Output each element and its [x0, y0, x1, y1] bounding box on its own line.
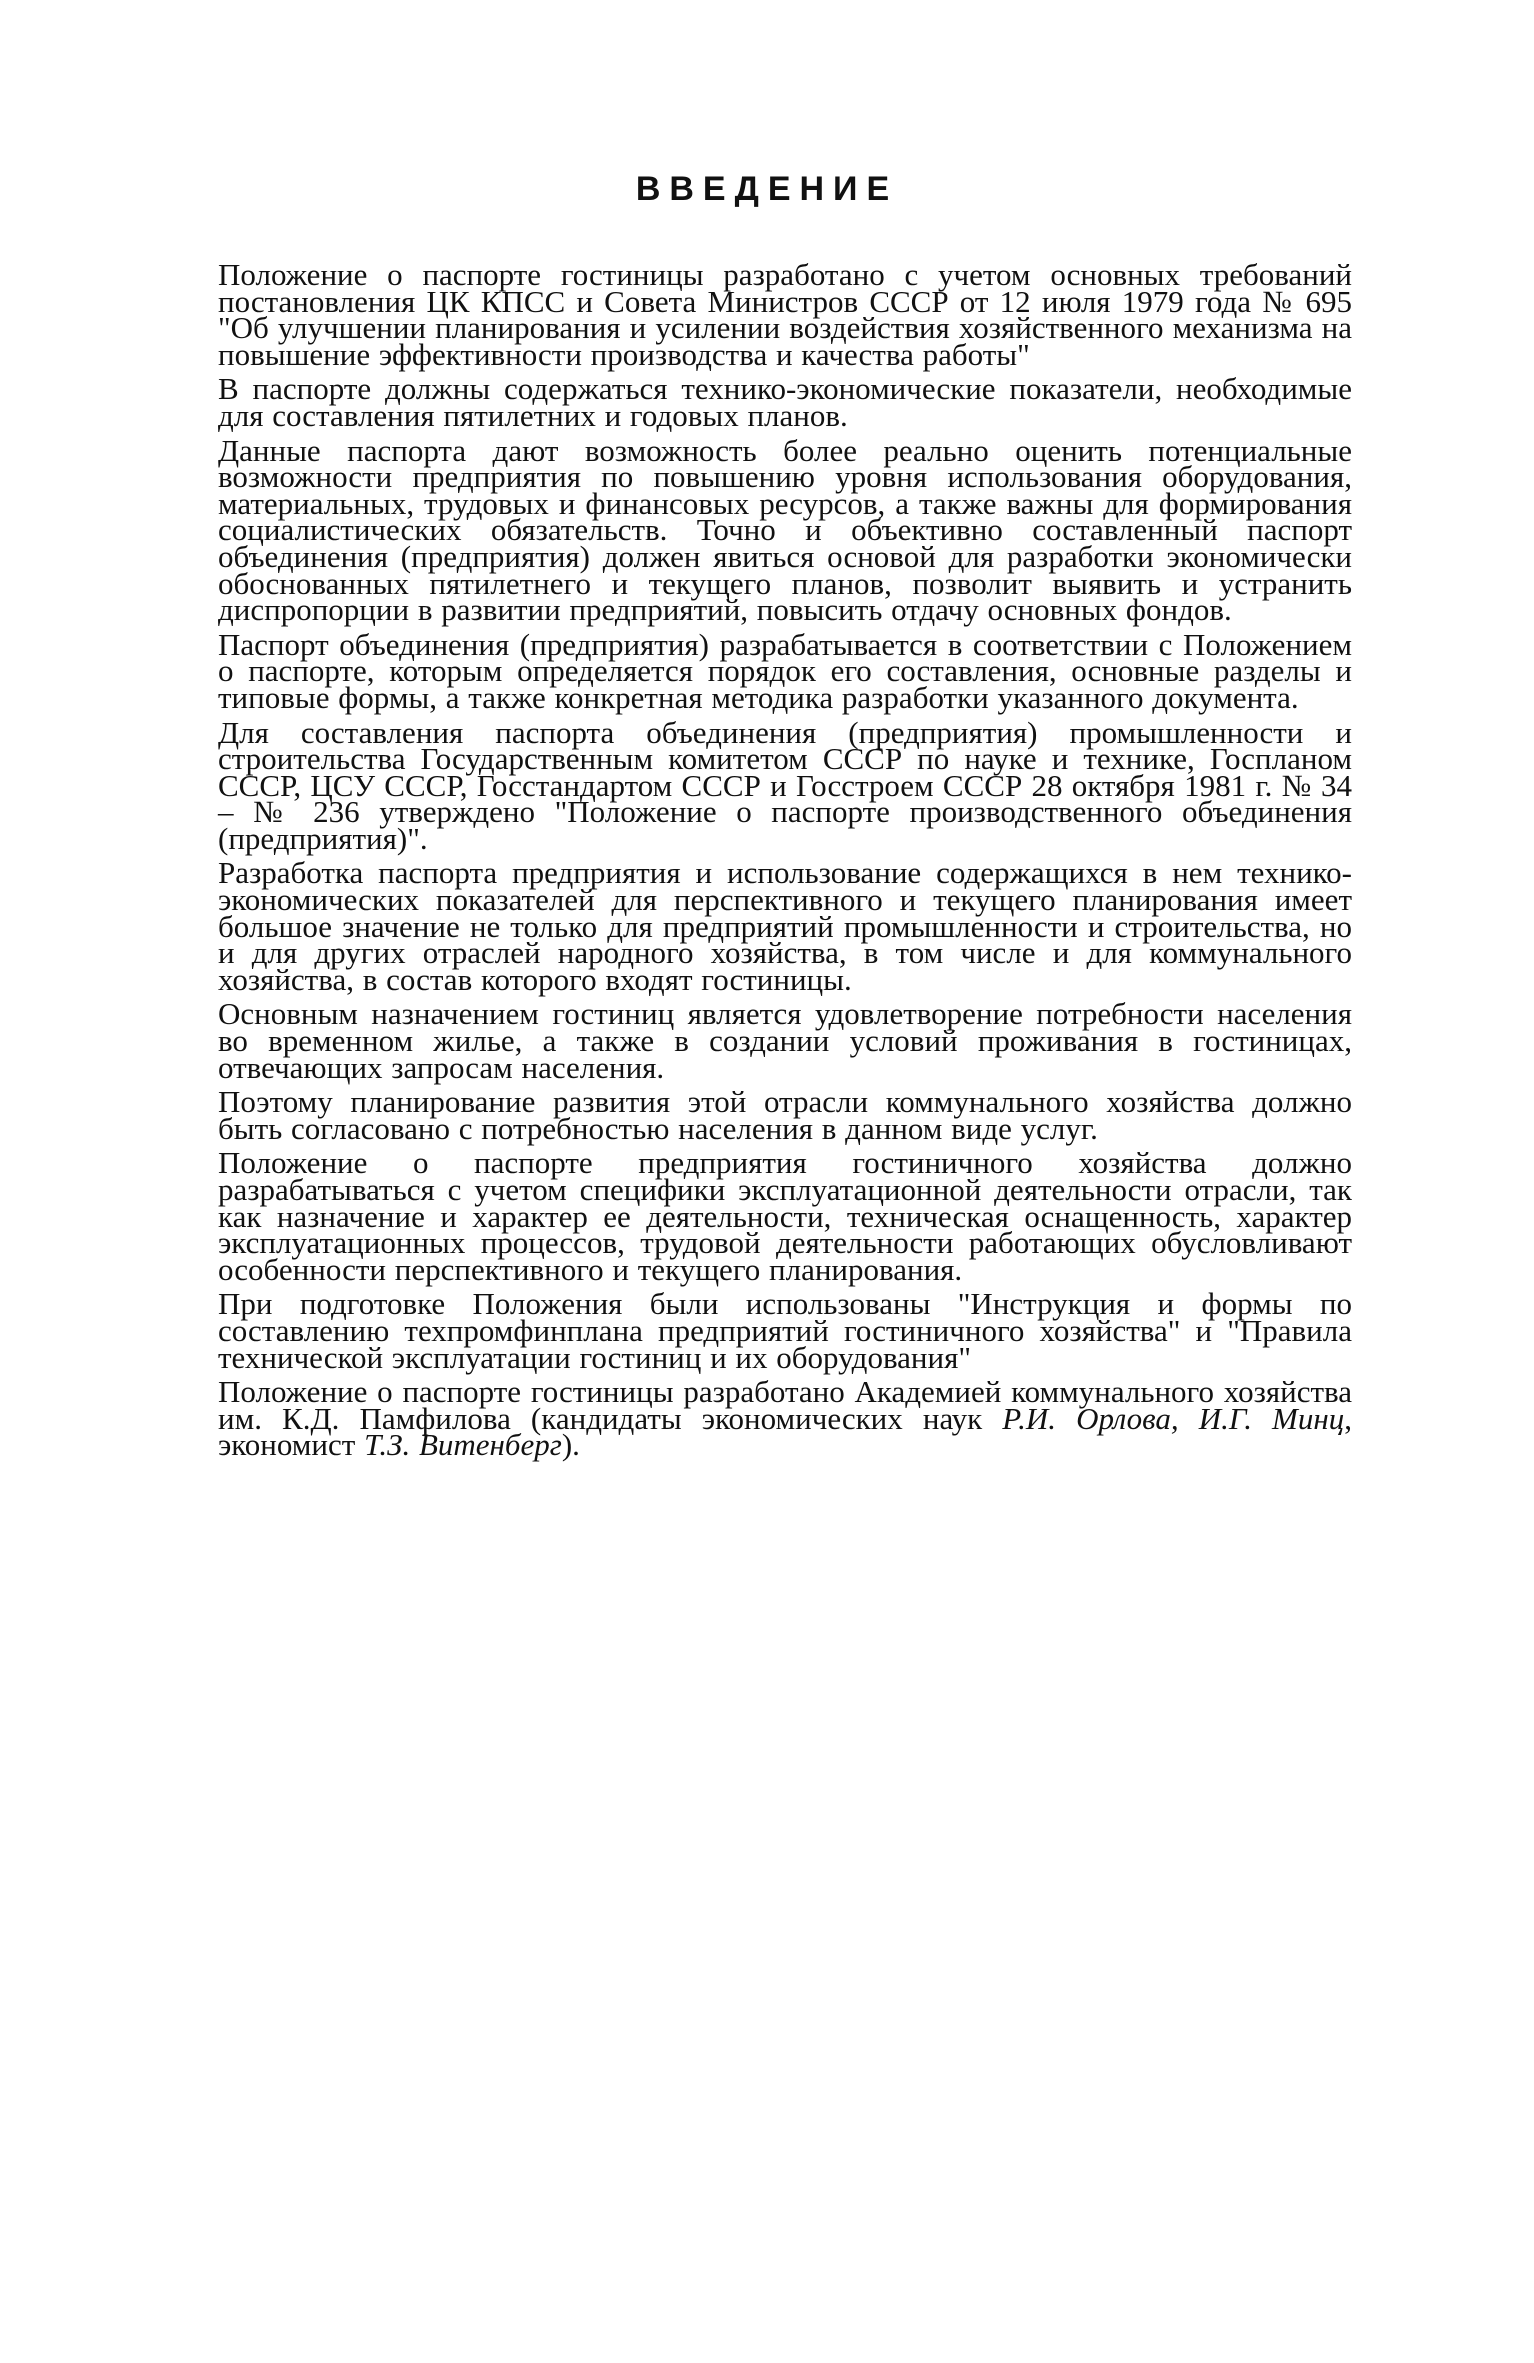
paragraph-8: Поэтому планирование развития этой отрасли коммунального хозяйства должно быть согласовано с потребностью населения в данном виде услуг.: [218, 1084, 1352, 1146]
paragraph-3: Данные паспорта дают возможность более реально оценить потенциальные возможности предприятия по повышению уровня использования оборудования, материальных, трудовых и финансовых ресурсов, а также важны для формирования социалистических обязательств. Точно и объективно составленный паспорт объединения (предприятия) должен явиться основой для разработки экономически обоснованных пятилетнего и текущего планов, позволит выявить и устранить диспропорции в развитии предприятий, повысить отдачу основных фондов.: [218, 432, 1352, 628]
economist-name: Т.З. Витенберг: [364, 1427, 562, 1463]
paragraph-5: Для составления паспорта объединения (предприятия) промышленности и строительства Государственным комитетом СССР по науке и технике, Госпланом СССР, ЦСУ СССР, Госстандартом СССР и Госстроем СССР 28 октября 1981 г. № 34 – № 236 утверждено "Положение о паспорте производственного объединения (предприятия)".: [218, 714, 1352, 856]
final-lead-text: Положение о паспорте гостиницы разработано Академией коммунального хозяйства им. К.Д. Памфилова (кандидаты экономических наук: [218, 1374, 1352, 1436]
paragraph-9: Положение о паспорте предприятия гостиничного хозяйства должно разрабатываться с учетом специфики эксплуатационной деятельности отрасли, так как назначение и характер ее деятельности, техническая оснащенность, характер эксплуатационных процессов, трудовой деятельности работающих обусловливают особенности перспективного и текущего планирования.: [218, 1145, 1352, 1287]
paragraph-10: При подготовке Положения были использованы "Инструкция и формы по составлению техпромфинплана предприятий гостиничного хозяйства" и "Правила технической эксплуатации гостиниц и их оборудования": [218, 1286, 1352, 1375]
paragraph-7: Основным назначением гостиниц является удовлетворение потребности населения во временном жилье, а также в создании условий проживания в гостиницах, отвечающих запросам населения.: [218, 996, 1352, 1085]
page-title: ВВЕДЕНИЕ: [635, 170, 899, 208]
paragraph-1: Положение о паспорте гостиницы разработано с учетом основных требований постановления ЦК КПСС и Совета Министров СССР от 12 июля 1979 года № 695 "Об улучшении планирования и усилении воздействия хозяйственного механизма на повышение эффективности производства и качества работы": [218, 257, 1352, 372]
final-middle-text: , экономист: [218, 1400, 1352, 1463]
paragraph-6: Разработка паспорта предприятия и использование содержащихся в нем технико-экономических показателей для перспективного и текущего планирования имеет большое значение не только для предприятий промышленности и строительства, но и для других отраслей народного хозяйства, в том числе и для коммунального хозяйства, в состав которого входят гостиницы.: [218, 855, 1352, 997]
document-body: [218, 257, 1352, 1463]
authors-names: Р.И. Орлова, И.Г. Минц: [1002, 1400, 1345, 1436]
paragraph-4: Паспорт объединения (предприятия) разрабатывается в соответствии с Положением о паспорте, которым определяется порядок его составления, основные разделы и типовые формы, а также конкретная методика разработки указанного документа.: [218, 626, 1352, 715]
paragraph-2: В паспорте должны содержаться технико-экономические показатели, необходимые для составления пятилетних и годовых планов.: [218, 371, 1352, 433]
paragraph-11: [218, 1374, 1352, 1463]
final-tail-text: ).: [561, 1427, 580, 1463]
